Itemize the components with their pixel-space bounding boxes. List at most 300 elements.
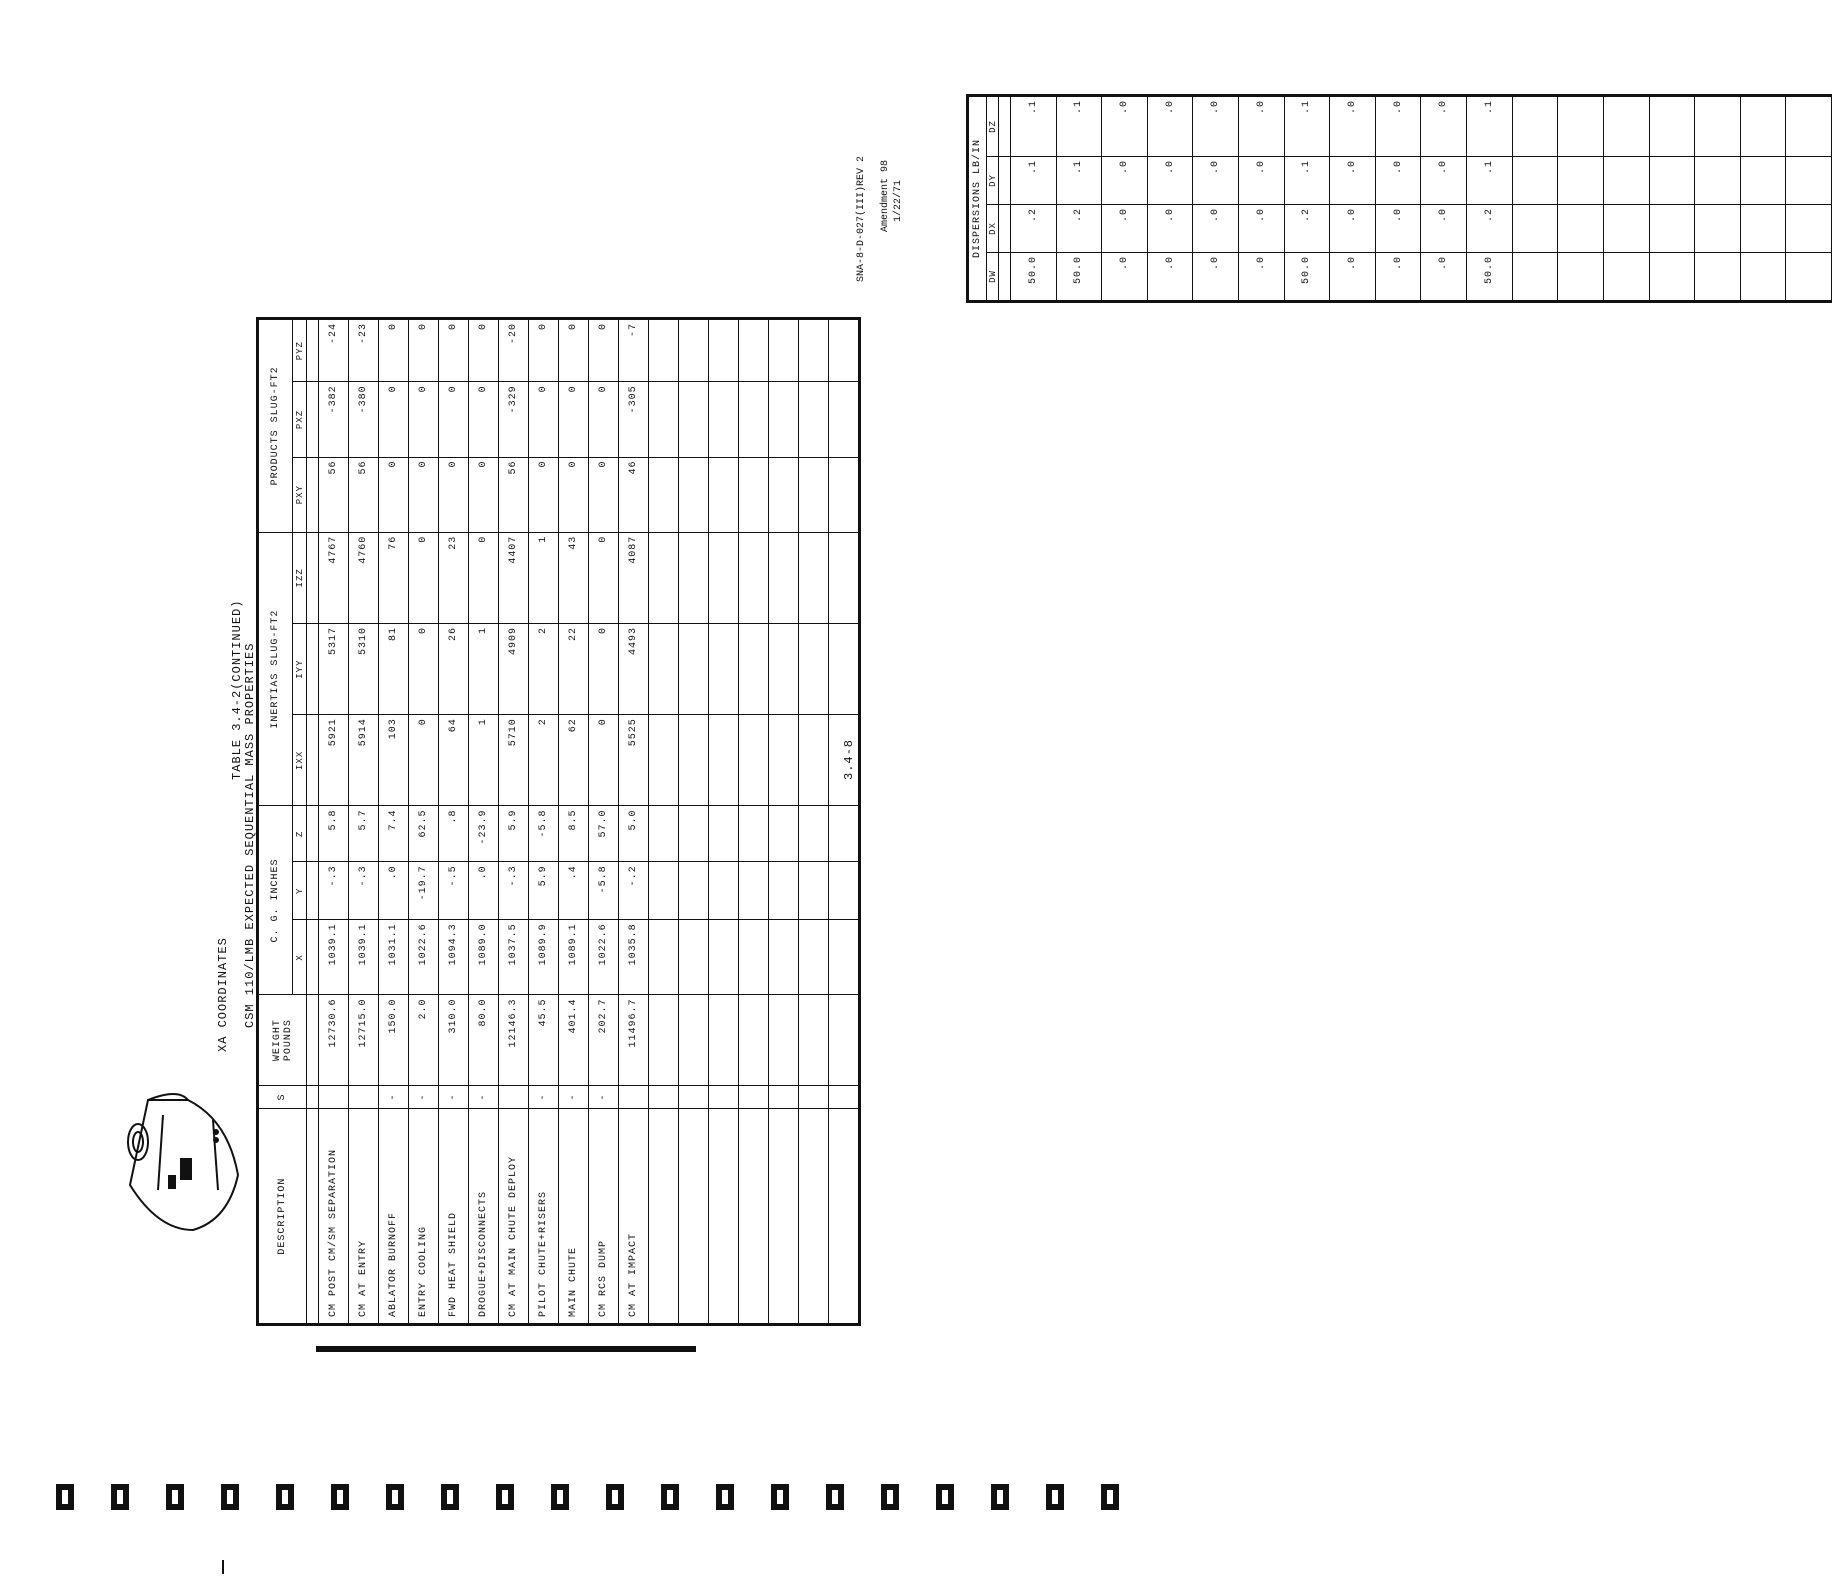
cell-iyy: 2 — [529, 623, 559, 714]
dispersion-row — [1239, 96, 1285, 300]
cell-dw — [1740, 253, 1786, 301]
cell-s: - — [589, 1085, 619, 1109]
binder-ring-icon — [221, 1484, 239, 1510]
cell-w — [769, 995, 799, 1085]
cell-pyz: -24 — [319, 320, 349, 382]
cell-pxz: -329 — [499, 382, 529, 457]
cell-iyy: 4909 — [499, 623, 529, 714]
cell-pxz: 0 — [469, 382, 499, 457]
cell-ixx — [829, 715, 859, 806]
cell-izz — [679, 532, 709, 623]
cell-x — [709, 920, 739, 995]
cell-y: -.3 — [349, 862, 379, 920]
cell-dw — [1649, 253, 1695, 301]
cell-dz — [1512, 96, 1558, 156]
cell-pxz: -305 — [619, 382, 649, 457]
cell-dy: .0 — [1330, 157, 1376, 205]
cell-dx — [1649, 205, 1695, 253]
cell-pyz — [769, 320, 799, 382]
cell-w — [829, 995, 859, 1085]
cell-ixx — [799, 715, 829, 806]
cell-z: -23.9 — [469, 806, 499, 862]
cell-izz — [709, 532, 739, 623]
cell-iyy — [829, 623, 859, 714]
cell-pyz — [649, 320, 679, 382]
cell-x — [829, 920, 859, 995]
weight-top: WEIGHT — [271, 1019, 283, 1062]
cell-w: 12146.3 — [499, 995, 529, 1085]
cell-dz: .1 — [1011, 96, 1057, 156]
cell-desc — [799, 1109, 829, 1324]
cell-pxz: 0 — [529, 382, 559, 457]
cell-x — [799, 920, 829, 995]
table-row — [769, 320, 799, 1324]
cell-desc — [679, 1109, 709, 1324]
binder-ring-icon — [606, 1484, 624, 1510]
cell-dy — [1512, 157, 1558, 205]
cell-ixx: 1 — [469, 715, 499, 806]
cell-dx: .0 — [1375, 205, 1421, 253]
table-title: TABLE 3.4-2(CONTINUED) — [230, 599, 244, 780]
cell-dw: 50.0 — [1467, 253, 1513, 301]
cell-dx — [1786, 205, 1832, 253]
cell-dy — [1603, 157, 1649, 205]
cell-dy — [1558, 157, 1604, 205]
cell-z: 5.9 — [499, 806, 529, 862]
cell-w: 401.4 — [559, 995, 589, 1085]
dispersion-row — [1740, 96, 1786, 300]
cell-x: 1031.1 — [379, 920, 409, 995]
weight-bottom: POUNDS — [282, 1019, 294, 1062]
cell-y — [709, 862, 739, 920]
cell-dx: .0 — [1193, 205, 1239, 253]
dispersion-row — [1011, 96, 1057, 300]
cell-dx — [1512, 205, 1558, 253]
cell-dy: .1 — [1056, 157, 1102, 205]
col-dz: DZ — [987, 96, 999, 156]
cell-pxy: 0 — [409, 457, 439, 532]
cell-pxz: 0 — [409, 382, 439, 457]
cell-desc — [709, 1109, 739, 1324]
cell-pyz — [799, 320, 829, 382]
dispersion-row — [1375, 96, 1421, 300]
cell-dx: .2 — [1284, 205, 1330, 253]
cell-pxy: 56 — [349, 457, 379, 532]
cell-w: 11496.7 — [619, 995, 649, 1085]
cell-ixx: 5525 — [619, 715, 649, 806]
cell-dz: .0 — [1193, 96, 1239, 156]
cell-pxz: -382 — [319, 382, 349, 457]
cell-iyy — [679, 623, 709, 714]
cell-dy — [1695, 157, 1741, 205]
cell-dw: 50.0 — [1284, 253, 1330, 301]
cell-pxz — [739, 382, 769, 457]
cell-dw: .0 — [1239, 253, 1285, 301]
cell-s — [799, 1085, 829, 1109]
cell-x: 1094.3 — [439, 920, 469, 995]
cell-desc: FWD HEAT SHIELD — [439, 1109, 469, 1324]
col-dw: DW — [987, 253, 999, 301]
cell-ixx: 5921 — [319, 715, 349, 806]
cell-w — [679, 995, 709, 1085]
col-z: Z — [293, 806, 307, 862]
table-row — [439, 320, 469, 1324]
document-number: SNA-8-D-027(III)REV 2 — [856, 155, 867, 282]
cell-desc: PILOT CHUTE+RISERS — [529, 1109, 559, 1324]
cell-ixx: 5914 — [349, 715, 379, 806]
amendment-label: Amendment 98 — [880, 159, 891, 232]
cell-z — [799, 806, 829, 862]
binder-ring-icon — [661, 1484, 679, 1510]
cell-desc: CM AT ENTRY — [349, 1109, 379, 1324]
cell-s — [739, 1085, 769, 1109]
cell-ixx: 0 — [409, 715, 439, 806]
cell-ixx — [739, 715, 769, 806]
cell-pxz: -380 — [349, 382, 379, 457]
cell-iyy — [799, 623, 829, 714]
cell-iyy: 5317 — [319, 623, 349, 714]
col-pxy: PXY — [293, 457, 307, 532]
cell-x — [769, 920, 799, 995]
cell-izz — [799, 532, 829, 623]
cell-z — [709, 806, 739, 862]
cell-y — [649, 862, 679, 920]
cell-izz: 0 — [589, 532, 619, 623]
binder-ring-icon — [716, 1484, 734, 1510]
binder-ring-icon — [56, 1484, 74, 1510]
dispersion-row — [1603, 96, 1649, 300]
cell-dy: .0 — [1147, 157, 1193, 205]
cell-dx: .2 — [1467, 205, 1513, 253]
dispersion-row — [1695, 96, 1741, 300]
cell-desc: ENTRY COOLING — [409, 1109, 439, 1324]
cell-x: 1089.0 — [469, 920, 499, 995]
cell-izz — [739, 532, 769, 623]
dispersion-row — [1421, 96, 1467, 300]
cell-z — [739, 806, 769, 862]
cell-z: .8 — [439, 806, 469, 862]
separator-bar — [316, 1346, 696, 1352]
dispersion-row — [1102, 96, 1148, 300]
cell-dw: .0 — [1375, 253, 1421, 301]
binder-ring-icon — [386, 1484, 404, 1510]
dispersion-row — [1786, 96, 1832, 300]
cell-w — [649, 995, 679, 1085]
col-x: X — [293, 920, 307, 995]
cell-y — [769, 862, 799, 920]
cell-y — [739, 862, 769, 920]
cell-dw: .0 — [1102, 253, 1148, 301]
cell-s — [319, 1085, 349, 1109]
cell-izz — [769, 532, 799, 623]
cell-x — [649, 920, 679, 995]
scan-mark — [222, 1560, 224, 1574]
cell-dy: .0 — [1102, 157, 1148, 205]
cell-s: - — [379, 1085, 409, 1109]
cell-s — [619, 1085, 649, 1109]
dispersion-row — [1193, 96, 1239, 300]
cell-dy: .0 — [1375, 157, 1421, 205]
cell-dw: .0 — [1147, 253, 1193, 301]
cell-dx: .0 — [1239, 205, 1285, 253]
cell-s — [349, 1085, 379, 1109]
cell-pyz — [679, 320, 709, 382]
table-row — [679, 320, 709, 1324]
cell-pxz — [709, 382, 739, 457]
cell-dz — [1740, 96, 1786, 156]
cell-dx — [1740, 205, 1786, 253]
cell-iyy: 0 — [589, 623, 619, 714]
cell-dx: .2 — [1011, 205, 1057, 253]
cell-iyy: 0 — [409, 623, 439, 714]
command-module-illustration-icon — [118, 1080, 248, 1230]
cell-pxz — [829, 382, 859, 457]
cell-iyy: 81 — [379, 623, 409, 714]
col-izz: IZZ — [293, 532, 307, 623]
cell-pxy — [649, 457, 679, 532]
cell-dw: .0 — [1330, 253, 1376, 301]
cell-dw: 50.0 — [1011, 253, 1057, 301]
cell-s — [829, 1085, 859, 1109]
cell-dy: .0 — [1193, 157, 1239, 205]
cell-w: 80.0 — [469, 995, 499, 1085]
cell-ixx — [769, 715, 799, 806]
cell-iyy — [709, 623, 739, 714]
cell-ixx — [679, 715, 709, 806]
col-ixx: IXX — [293, 715, 307, 806]
cell-pxz — [799, 382, 829, 457]
cell-z: 8.5 — [559, 806, 589, 862]
dispersion-row — [1147, 96, 1193, 300]
cell-dy: .0 — [1421, 157, 1467, 205]
amendment-date: 1/22/71 — [893, 179, 904, 222]
cell-dx: .2 — [1056, 205, 1102, 253]
cell-dy: .0 — [1239, 157, 1285, 205]
cell-dw — [1512, 253, 1558, 301]
cell-x: 1022.6 — [409, 920, 439, 995]
cell-x — [679, 920, 709, 995]
cell-dw — [1558, 253, 1604, 301]
cell-desc — [769, 1109, 799, 1324]
table-row — [529, 320, 559, 1324]
cell-s: - — [559, 1085, 589, 1109]
cell-desc — [649, 1109, 679, 1324]
cell-dw — [1603, 253, 1649, 301]
cell-dx: .0 — [1330, 205, 1376, 253]
cell-y: -19.7 — [409, 862, 439, 920]
binder-ring-icon — [551, 1484, 569, 1510]
cell-z: 5.0 — [619, 806, 649, 862]
table-row — [619, 320, 649, 1324]
cell-dy — [1740, 157, 1786, 205]
binder-ring-icon — [496, 1484, 514, 1510]
cell-pxy — [799, 457, 829, 532]
cell-x: 1039.1 — [349, 920, 379, 995]
cell-pyz: 0 — [379, 320, 409, 382]
cell-dx — [1603, 205, 1649, 253]
cell-pyz: -7 — [619, 320, 649, 382]
col-cg: C. G. INCHES — [259, 806, 293, 995]
cell-x: 1039.1 — [319, 920, 349, 995]
dispersion-row — [1558, 96, 1604, 300]
cell-ixx: 0 — [589, 715, 619, 806]
cell-z: -5.8 — [529, 806, 559, 862]
cell-y: 5.9 — [529, 862, 559, 920]
cell-desc: CM POST CM/SM SEPARATION — [319, 1109, 349, 1324]
col-description: DESCRIPTION — [259, 1109, 307, 1324]
cell-pxy: 0 — [379, 457, 409, 532]
cell-z: 57.0 — [589, 806, 619, 862]
col-dx: DX — [987, 205, 999, 253]
cell-dz: .0 — [1239, 96, 1285, 156]
cell-ixx: 62 — [559, 715, 589, 806]
cell-pxy: 0 — [529, 457, 559, 532]
binder-ring-icon — [991, 1484, 1009, 1510]
cell-izz: 1 — [529, 532, 559, 623]
cell-dy: .1 — [1011, 157, 1057, 205]
cell-dx: .0 — [1421, 205, 1467, 253]
cell-pyz: 0 — [439, 320, 469, 382]
cell-dx: .0 — [1102, 205, 1148, 253]
cell-dy — [1649, 157, 1695, 205]
cell-desc: DROGUE+DISCONNECTS — [469, 1109, 499, 1324]
cell-dx: .0 — [1147, 205, 1193, 253]
cell-izz: 76 — [379, 532, 409, 623]
cell-z: 5.8 — [319, 806, 349, 862]
binder-ring-icon — [111, 1484, 129, 1510]
cell-iyy: 1 — [469, 623, 499, 714]
cell-x: 1089.9 — [529, 920, 559, 995]
table-row — [559, 320, 589, 1324]
cell-x — [739, 920, 769, 995]
cell-x: 1035.8 — [619, 920, 649, 995]
cell-pyz: -23 — [349, 320, 379, 382]
page-number: 3.4-8 — [842, 738, 856, 780]
cell-ixx: 2 — [529, 715, 559, 806]
cell-pxy — [829, 457, 859, 532]
cell-pyz — [709, 320, 739, 382]
cell-pxy: 0 — [439, 457, 469, 532]
cell-dw: .0 — [1193, 253, 1239, 301]
cell-y: -.2 — [619, 862, 649, 920]
binder-ring-icon — [771, 1484, 789, 1510]
cell-izz — [829, 532, 859, 623]
binder-ring-icon — [936, 1484, 954, 1510]
cell-iyy: 26 — [439, 623, 469, 714]
binder-ring-icon — [1046, 1484, 1064, 1510]
cell-pxz: 0 — [439, 382, 469, 457]
cell-pyz: 0 — [409, 320, 439, 382]
cell-desc — [829, 1109, 859, 1324]
cell-x: 1089.1 — [559, 920, 589, 995]
cell-pyz: 0 — [559, 320, 589, 382]
dispersion-row — [1330, 96, 1376, 300]
cell-pxz: 0 — [589, 382, 619, 457]
cell-pxz: 0 — [379, 382, 409, 457]
col-dispersions: DISPERSIONS LB/IN — [969, 96, 987, 300]
cell-pyz — [829, 320, 859, 382]
cell-w — [709, 995, 739, 1085]
table-row — [829, 320, 859, 1324]
table-row — [709, 320, 739, 1324]
cell-s: - — [439, 1085, 469, 1109]
cell-s: - — [409, 1085, 439, 1109]
cell-desc: CM AT MAIN CHUTE DEPLOY — [499, 1109, 529, 1324]
cell-izz: 23 — [439, 532, 469, 623]
cell-pxz — [679, 382, 709, 457]
cell-y — [799, 862, 829, 920]
table-subtitle: CSM 110/LMB EXPECTED SEQUENTIAL MASS PROPERTIES — [243, 642, 257, 1028]
cell-y: .0 — [469, 862, 499, 920]
cell-iyy — [739, 623, 769, 714]
cell-pxy — [679, 457, 709, 532]
cell-dw — [1786, 253, 1832, 301]
col-inertias: INERTIAS SLUG-FT2 — [259, 532, 293, 806]
cell-s — [769, 1085, 799, 1109]
cell-pxy: 56 — [319, 457, 349, 532]
cell-dz: .0 — [1375, 96, 1421, 156]
cell-ixx — [709, 715, 739, 806]
cell-x: 1022.6 — [589, 920, 619, 995]
cell-izz: 4760 — [349, 532, 379, 623]
cell-iyy — [769, 623, 799, 714]
cell-y: -.3 — [499, 862, 529, 920]
cell-desc — [739, 1109, 769, 1324]
cell-dz: .0 — [1102, 96, 1148, 156]
cell-ixx — [649, 715, 679, 806]
table-row — [499, 320, 529, 1324]
dispersion-row — [1467, 96, 1513, 300]
binder-ring-icon — [881, 1484, 899, 1510]
col-y: Y — [293, 862, 307, 920]
table-row — [409, 320, 439, 1324]
cell-pxy: 0 — [469, 457, 499, 532]
cell-w: 12730.6 — [319, 995, 349, 1085]
cell-izz: 43 — [559, 532, 589, 623]
cell-dy: .1 — [1467, 157, 1513, 205]
binder-ring-icon — [1101, 1484, 1119, 1510]
cell-z — [649, 806, 679, 862]
dispersion-row — [1649, 96, 1695, 300]
cell-w — [739, 995, 769, 1085]
dispersion-row — [1284, 96, 1330, 300]
binder-ring-icon — [826, 1484, 844, 1510]
table-row — [799, 320, 829, 1324]
cell-y — [679, 862, 709, 920]
cell-dw — [1695, 253, 1741, 301]
table-row — [319, 320, 349, 1324]
table-row — [469, 320, 499, 1324]
cell-s — [649, 1085, 679, 1109]
cell-pxy — [769, 457, 799, 532]
cell-pxy: 46 — [619, 457, 649, 532]
cell-dy — [1786, 157, 1832, 205]
col-dy: DY — [987, 157, 999, 205]
cell-dz — [1649, 96, 1695, 156]
cell-pyz: 0 — [529, 320, 559, 382]
cell-dx — [1558, 205, 1604, 253]
cell-ixx: 5710 — [499, 715, 529, 806]
cell-y: .4 — [559, 862, 589, 920]
cell-dz: .1 — [1467, 96, 1513, 156]
cell-dw: .0 — [1421, 253, 1467, 301]
mass-properties-table — [258, 319, 859, 1324]
dispersion-row — [1512, 96, 1558, 300]
cell-ixx: 103 — [379, 715, 409, 806]
cell-pxz — [649, 382, 679, 457]
cell-izz: 0 — [469, 532, 499, 623]
cell-dz — [1786, 96, 1832, 156]
